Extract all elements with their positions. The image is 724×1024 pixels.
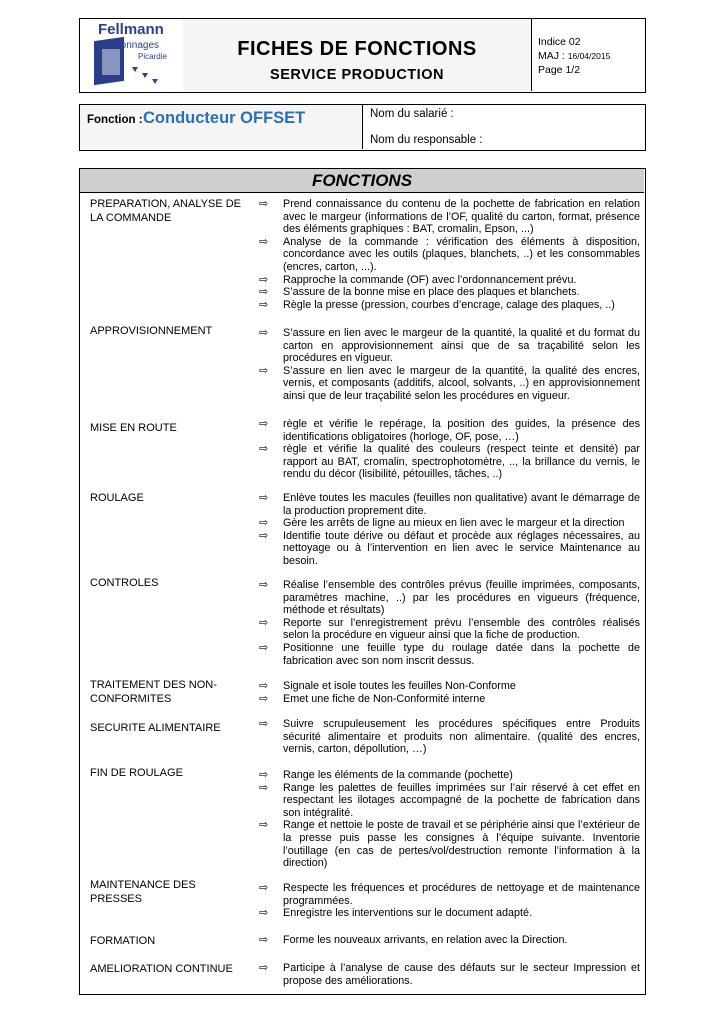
list-item: ⇨ Analyse de la commande : vérification des éléments à disposition, concordance avec les outils (plaques, blanchets, ..) et les consommables (encres, carton, ...). <box>255 236 640 274</box>
list-item: ⇨ Réalise l’ensemble des contrôles prévus (feuille imprimées, composants, paramètres machine, ..) par les procédures en vigueurs (fréquence, méthode et résultats) <box>255 579 640 617</box>
update-line <box>538 50 610 62</box>
list-item: ⇨ S’assure en lien avec le margeur de la quantité, la qualité des encres, vernis, et composants (additifs, alcool, solvants, ..) en approvisionnement ainsi que de leur traçabilité selon les procédures en vigueur. <box>255 365 640 403</box>
logo-box-highlight <box>102 49 120 75</box>
document-subtitle: SERVICE PRODUCTION <box>270 67 444 83</box>
list-item: ⇨ Identifie toute dérive ou défaut et procède aux réglages nécessaires, au nettoyage ou à l’intervention en lien avec le service Maintenance au besoin. <box>255 530 640 568</box>
list-item: ⇨ Range les palettes de feuilles imprimées sur l’air réservé à cet effet en respectant les ilotages accompagné de la pochette de fabrication dans son intégralité. <box>255 782 640 820</box>
logo-brand: Fellmann <box>98 21 164 38</box>
section-items <box>255 769 640 870</box>
list-item: ⇨ Forme les nouveaux arrivants, en relation avec la Direction. <box>255 934 640 947</box>
section-label: TRAITEMENT DES NON-CONFORMITES <box>90 679 217 705</box>
section-items <box>255 680 640 705</box>
function-cell <box>80 105 363 149</box>
list-item: ⇨ Suivre scrupuleusement les procédures spécifiques entre Produits sécurité alimentaire et produits non alimentaire. (qualité des encres, vernis, carton, dépollution, …) <box>255 718 640 756</box>
list-item: ⇨ Range les éléments de la commande (pochette) <box>255 769 640 782</box>
section-items <box>255 718 640 756</box>
section-label: APPROVISIONNEMENT <box>90 325 213 337</box>
header-meta-block <box>531 19 644 91</box>
list-item: ⇨ Rapproche la commande (OF) avec l’ordonnancement prévu. <box>255 274 640 287</box>
function-value: Conducteur OFFSET <box>143 109 306 127</box>
employee-name-field: Nom du salarié : <box>370 108 454 120</box>
section-label: FIN DE ROULAGE <box>90 767 183 779</box>
list-item: ⇨ Positionne une feuille type du roulage datée dans la pochette de fabrication avec son nom inscrit dessus. <box>255 642 640 667</box>
company-logo <box>80 19 184 91</box>
section-label: PREPARATION, ANALYSE DE LA COMMANDE <box>90 198 241 224</box>
section-label: SECURITE ALIMENTAIRE <box>90 722 221 734</box>
section-label: FORMATION <box>90 935 156 947</box>
page-number: Page 1/2 <box>538 64 581 76</box>
section-label: MAINTENANCE DES PRESSES <box>90 879 196 905</box>
list-item: ⇨ S’assure en lien avec le margeur de la quantité, la qualité et du format du carton en approvisionnement ainsi que de sa traçabilité selon les procédures en vigueur. <box>255 327 640 365</box>
section-items <box>255 962 640 987</box>
list-item: ⇨ Emet une fiche de Non-Conformité interne <box>255 693 640 706</box>
list-item: ⇨ Prend connaissance du contenu de la pochette de fabrication en relation avec le margeur (informations de l’OF, qualité du carton, format, présence des éléments graphiques : BAT, cromalin, Epson, ...) <box>255 198 640 236</box>
document-title: FICHES DE FONCTIONS <box>237 38 477 60</box>
list-item: ⇨ Règle la presse (pression, courbes d’encrage, calage des plaques, ..) <box>255 299 640 312</box>
section-items <box>255 492 640 568</box>
logo-region: Picardie <box>138 52 167 61</box>
document-header <box>79 18 646 93</box>
list-item: ⇨ Participe à l’analyse de cause des défauts sur le secteur Impression et propose des améliorations. <box>255 962 640 987</box>
list-item: ⇨ Respecte les fréquences et procédures de nettoyage et de maintenance programmées. <box>255 882 640 907</box>
logo-sub: cartonnages <box>104 40 160 51</box>
section-items <box>255 882 640 920</box>
section-items <box>255 579 640 667</box>
functions-heading-band <box>80 169 644 193</box>
indice: Indice 02 <box>538 36 581 48</box>
list-item: ⇨ Reporte sur l’enregistrement prévu l’ensemble des contrôles réalisés selon la procédure en vigueur ainsi que la fiche de production. <box>255 617 640 642</box>
list-item: ⇨ règle et vérifie le repérage, la position des guides, la présence des identifications obligatoires (horloge, OF, pose, …) <box>255 418 640 443</box>
section-label: CONTROLES <box>90 577 159 589</box>
list-item: ⇨ Enlève toutes les macules (feuilles non qualitative) avant le démarrage de la production proprement dite. <box>255 492 640 517</box>
section-items <box>255 934 640 947</box>
list-item: ⇨ règle et vérifie la qualité des couleurs (respect teinte et densité) par rapport au BAT, cromalin, spectrophotomètre, .., la brillance du vernis, le rendu du décor (lisibilité, pétouilles, tâches, ..) <box>255 443 640 481</box>
functions-table <box>79 168 646 995</box>
list-item: ⇨ Signale et isole toutes les feuilles Non-Conforme <box>255 680 640 693</box>
section-label: MISE EN ROUTE <box>90 422 177 434</box>
function-box <box>79 104 646 151</box>
header-title-block <box>183 19 532 91</box>
maj-date: 16/04/2015 <box>567 51 611 61</box>
list-item: ⇨ Range et nettoie le poste de travail et se périphérie ainsi que l’extérieur de la presse puis passe les consignes à l’équipe suivante. Inventorie l’outillage (en cas de pertes/vol/destruction remonte l’information à la direction) <box>255 819 640 869</box>
list-item: ⇨ Enregistre les interventions sur le document adapté. <box>255 907 640 920</box>
logo-arrows-icon <box>128 63 164 87</box>
manager-name-field: Nom du responsable : <box>370 134 483 146</box>
function-label: Fonction : <box>87 114 143 126</box>
section-items <box>255 327 640 403</box>
section-items <box>255 418 640 481</box>
functions-heading: FONCTIONS <box>311 171 413 190</box>
list-item: ⇨ S’assure de la bonne mise en place des plaques et blanchets. <box>255 286 640 299</box>
section-label: ROULAGE <box>90 492 144 504</box>
section-label: AMELIORATION CONTINUE <box>90 963 233 975</box>
section-items <box>255 198 640 311</box>
list-item: ⇨ Gère les arrêts de ligne au mieux en lien avec le margeur et la direction <box>255 517 640 530</box>
maj-label: MAJ : <box>538 50 565 62</box>
